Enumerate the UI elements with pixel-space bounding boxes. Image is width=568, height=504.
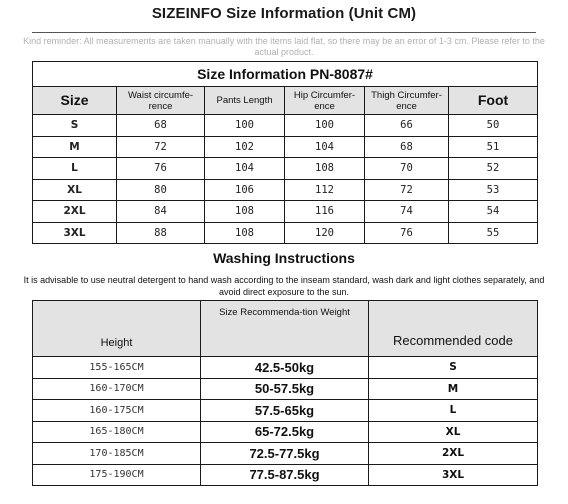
header-waist: Waist circumfe-rence: [117, 87, 205, 115]
thigh-cell: 76: [365, 222, 449, 244]
weight-cell: 77.5-87.5kg: [201, 464, 369, 486]
length-cell: 104: [205, 158, 285, 180]
table-row: [33, 158, 538, 180]
length-cell: 100: [205, 115, 285, 137]
title-divider: [32, 32, 536, 33]
hip-cell: 112: [285, 179, 365, 201]
table-row: [33, 378, 538, 400]
weight-cell: 57.5-65kg: [201, 400, 369, 422]
code-cell: M: [369, 378, 538, 400]
kind-reminder: Kind reminder: All measurements are taken manually with the items laid flat, so there may be an error of 1-3 cm. Please refer to the actual product.: [23, 36, 545, 57]
foot-cell: 50: [449, 115, 538, 137]
foot-cell: 55: [449, 222, 538, 244]
header-foot: Foot: [449, 87, 538, 115]
waist-cell: 88: [117, 222, 205, 244]
size-cell: XL: [33, 179, 117, 201]
size-cell: M: [33, 136, 117, 158]
hip-cell: 116: [285, 201, 365, 223]
header-height: Height: [33, 301, 201, 357]
weight-cell: 42.5-50kg: [201, 357, 369, 379]
height-cell: 155-165CM: [33, 357, 201, 379]
size-cell: L: [33, 158, 117, 180]
washing-instructions-title: Washing Instructions: [213, 250, 355, 266]
weight-cell: 50-57.5kg: [201, 378, 369, 400]
header-hip: Hip Circumfer-ence: [285, 87, 365, 115]
code-cell: 3XL: [369, 464, 538, 486]
thigh-cell: 66: [365, 115, 449, 137]
page-title: SIZEINFO Size Information (Unit CM): [151, 5, 417, 22]
height-cell: 165-180CM: [33, 421, 201, 443]
table-row: [33, 115, 538, 137]
thigh-cell: 72: [365, 179, 449, 201]
thigh-cell: 74: [365, 201, 449, 223]
table-row: [33, 421, 538, 443]
height-cell: 160-175CM: [33, 400, 201, 422]
length-cell: 102: [205, 136, 285, 158]
waist-cell: 80: [117, 179, 205, 201]
hip-cell: 104: [285, 136, 365, 158]
code-cell: S: [369, 357, 538, 379]
length-cell: 108: [205, 201, 285, 223]
height-cell: 175-190CM: [33, 464, 201, 486]
hip-cell: 100: [285, 115, 365, 137]
height-cell: 170-185CM: [33, 443, 201, 465]
header-recommended-code: Recommended code: [369, 301, 538, 357]
weight-cell: 72.5-77.5kg: [201, 443, 369, 465]
code-cell: XL: [369, 421, 538, 443]
code-cell: 2XL: [369, 443, 538, 465]
thigh-cell: 68: [365, 136, 449, 158]
table-row: [33, 222, 538, 244]
waist-cell: 68: [117, 115, 205, 137]
size-cell: 2XL: [33, 201, 117, 223]
header-weight: Size Recommenda-tion Weight: [201, 301, 369, 357]
foot-cell: 51: [449, 136, 538, 158]
table-row: [33, 136, 538, 158]
height-cell: 160-170CM: [33, 378, 201, 400]
waist-cell: 84: [117, 201, 205, 223]
washing-instructions-text: It is advisable to use neutral detergent to hand wash according to the inseam standard, wash dark and light clothes separately, and avoid direct exposure to the sun.: [23, 275, 545, 297]
length-cell: 106: [205, 179, 285, 201]
hip-cell: 120: [285, 222, 365, 244]
foot-cell: 54: [449, 201, 538, 223]
waist-cell: 72: [117, 136, 205, 158]
table-row: [33, 400, 538, 422]
header-size: Size: [33, 87, 117, 115]
size-recommendation-table: [32, 300, 538, 486]
size-information-table: [32, 61, 538, 244]
header-thigh: Thigh Circumfer-ence: [365, 87, 449, 115]
length-cell: 108: [205, 222, 285, 244]
table-row: [33, 201, 538, 223]
table-row: [33, 443, 538, 465]
waist-cell: 76: [117, 158, 205, 180]
header-pants-length: Pants Length: [205, 87, 285, 115]
size-cell: S: [33, 115, 117, 137]
table-row: [33, 357, 538, 379]
foot-cell: 52: [449, 158, 538, 180]
size-table-caption: Size Information PN-8087#: [33, 62, 538, 87]
foot-cell: 53: [449, 179, 538, 201]
code-cell: L: [369, 400, 538, 422]
table-row: [33, 464, 538, 486]
weight-cell: 65-72.5kg: [201, 421, 369, 443]
thigh-cell: 70: [365, 158, 449, 180]
hip-cell: 108: [285, 158, 365, 180]
table-row: [33, 179, 538, 201]
size-cell: 3XL: [33, 222, 117, 244]
